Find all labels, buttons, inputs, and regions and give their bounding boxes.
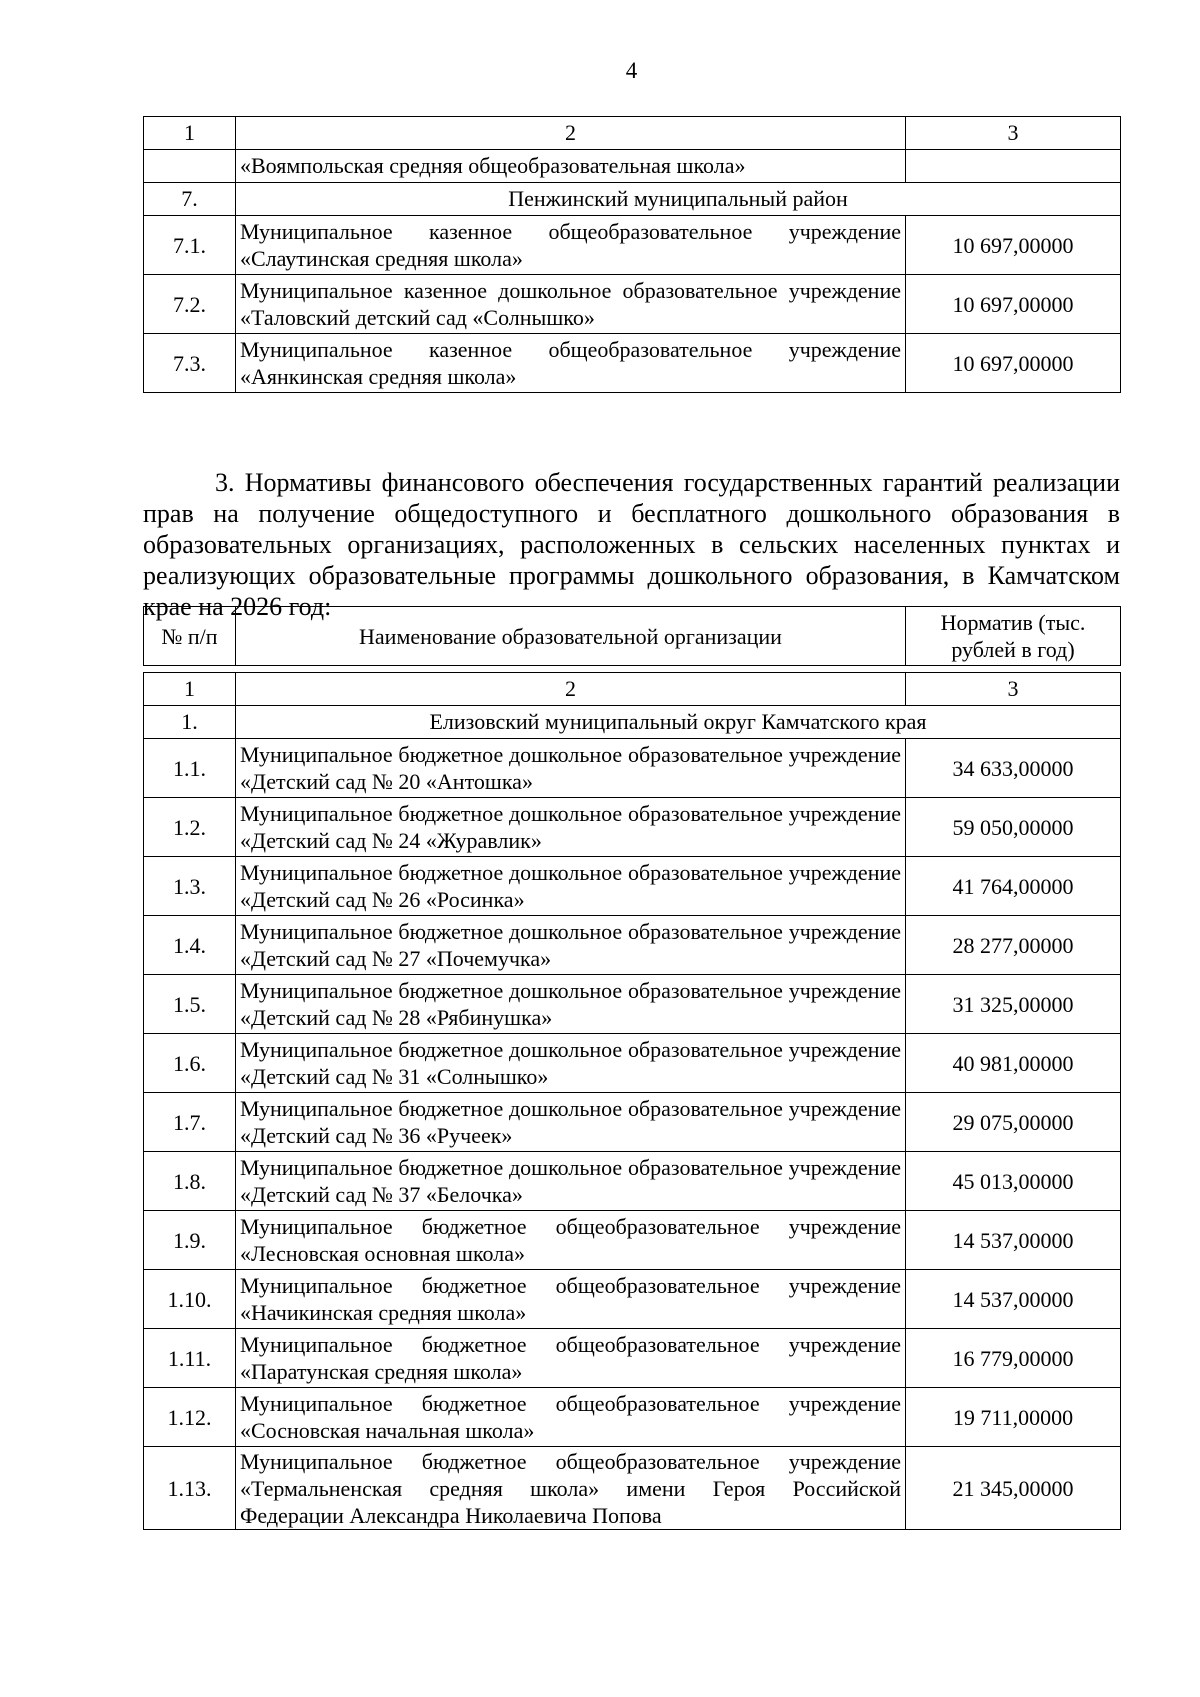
row-number: 1.4. [144, 916, 236, 975]
header-cell: 1 [144, 117, 236, 150]
row-number: 1.5. [144, 975, 236, 1034]
header-cell: 3 [906, 673, 1121, 706]
header-cell: 1 [144, 673, 236, 706]
table-row [144, 916, 1121, 975]
table-row [144, 798, 1121, 857]
row-name: Муниципальное бюджетное дошкольное образовательное учреждение «Детский сад № 28 «Рябинушка» [236, 975, 906, 1034]
row-number: 1.11. [144, 1329, 236, 1388]
table-main [143, 672, 1121, 1530]
row-name: Муниципальное бюджетное общеобразовательное учреждение «Паратунская средняя школа» [236, 1329, 906, 1388]
heading-number: № п/п [144, 607, 236, 666]
row-value: 14 537,00000 [906, 1270, 1121, 1329]
header-cell: 2 [236, 673, 906, 706]
row-name: Муниципальное бюджетное общеобразовательное учреждение «Сосновская начальная школа» [236, 1388, 906, 1447]
row-value: 14 537,00000 [906, 1211, 1121, 1270]
row-number: 7. [144, 183, 236, 216]
row-value: 29 075,00000 [906, 1093, 1121, 1152]
row-value: 16 779,00000 [906, 1329, 1121, 1388]
section-title: Пенжинский муниципальный район [236, 183, 1121, 216]
table-row [144, 1329, 1121, 1388]
row-number [144, 150, 236, 183]
row-number: 1.1. [144, 739, 236, 798]
row-name: Муниципальное бюджетное дошкольное образовательное учреждение «Детский сад № 26 «Росинка» [236, 857, 906, 916]
row-value: 31 325,00000 [906, 975, 1121, 1034]
row-value: 10 697,00000 [906, 275, 1121, 334]
row-name: «Воямпольская средняя общеобразовательная школа» [236, 150, 906, 183]
table-row [144, 1093, 1121, 1152]
table-row [144, 275, 1121, 334]
row-name: Муниципальное бюджетное дошкольное образовательное учреждение «Детский сад № 36 «Ручеек» [236, 1093, 906, 1152]
table-row [144, 1211, 1121, 1270]
table-row [144, 975, 1121, 1034]
table-row [144, 1447, 1121, 1530]
row-name: Муниципальное бюджетное общеобразовательное учреждение «Термальненская средняя школа» имени Героя Российской Федерации Александра Николаевича Попова [236, 1447, 906, 1530]
row-value: 40 981,00000 [906, 1034, 1121, 1093]
row-number: 1. [144, 706, 236, 739]
row-name: Муниципальное казенное дошкольное образовательное учреждение «Таловский детский сад «Солнышко» [236, 275, 906, 334]
row-number: 1.9. [144, 1211, 236, 1270]
row-value [906, 150, 1121, 183]
row-value: 34 633,00000 [906, 739, 1121, 798]
section-title: Елизовский муниципальный округ Камчатского края [236, 706, 1121, 739]
row-value: 59 050,00000 [906, 798, 1121, 857]
row-name: Муниципальное бюджетное дошкольное образовательное учреждение «Детский сад № 37 «Белочка» [236, 1152, 906, 1211]
row-name: Муниципальное бюджетное общеобразовательное учреждение «Начикинская средняя школа» [236, 1270, 906, 1329]
table-row [144, 739, 1121, 798]
section-row [144, 183, 1121, 216]
row-number: 7.1. [144, 216, 236, 275]
row-value: 10 697,00000 [906, 334, 1121, 393]
row-number: 1.13. [144, 1447, 236, 1530]
table-header-row [144, 117, 1121, 150]
column-headings-row [144, 607, 1121, 666]
table-row [144, 1270, 1121, 1329]
row-number: 1.10. [144, 1270, 236, 1329]
section-row [144, 706, 1121, 739]
row-number: 7.2. [144, 275, 236, 334]
row-number: 1.6. [144, 1034, 236, 1093]
row-name: Муниципальное бюджетное дошкольное образовательное учреждение «Детский сад № 24 «Журавлик» [236, 798, 906, 857]
section-paragraph: 3. Нормативы финансового обеспечения государственных гарантий реализации прав на получение общедоступного и бесплатного дошкольного образования в образовательных организациях, расположенных в сельских населенных пунктах и реализующих образовательные программы дошкольного образования, в Камчатском крае на 2026 год: [143, 468, 1120, 621]
row-value: 21 345,00000 [906, 1447, 1121, 1530]
row-value: 10 697,00000 [906, 216, 1121, 275]
row-number: 1.7. [144, 1093, 236, 1152]
row-name: Муниципальное казенное общеобразовательное учреждение «Аянкинская средняя школа» [236, 334, 906, 393]
table-row [144, 1152, 1121, 1211]
row-value: 45 013,00000 [906, 1152, 1121, 1211]
table-row [144, 334, 1121, 393]
table-row [144, 150, 1121, 183]
row-name: Муниципальное бюджетное дошкольное образовательное учреждение «Детский сад № 20 «Антошка» [236, 739, 906, 798]
page-number: 4 [625, 58, 638, 83]
row-number: 1.3. [144, 857, 236, 916]
row-name: Муниципальное бюджетное дошкольное образовательное учреждение «Детский сад № 27 «Почемучка» [236, 916, 906, 975]
row-value: 41 764,00000 [906, 857, 1121, 916]
row-number: 7.3. [144, 334, 236, 393]
table-row [144, 857, 1121, 916]
row-name: Муниципальное бюджетное дошкольное образовательное учреждение «Детский сад № 31 «Солнышко» [236, 1034, 906, 1093]
row-number: 1.8. [144, 1152, 236, 1211]
table-header-row [144, 673, 1121, 706]
header-cell: 2 [236, 117, 906, 150]
header-cell: 3 [906, 117, 1121, 150]
row-number: 1.12. [144, 1388, 236, 1447]
table-row [144, 216, 1121, 275]
heading-norm: Норматив (тыс. рублей в год) [906, 607, 1121, 666]
row-value: 19 711,00000 [906, 1388, 1121, 1447]
row-value: 28 277,00000 [906, 916, 1121, 975]
table-column-headings [143, 606, 1121, 666]
row-name: Муниципальное казенное общеобразовательное учреждение «Слаутинская средняя школа» [236, 216, 906, 275]
row-name: Муниципальное бюджетное общеобразовательное учреждение «Лесновская основная школа» [236, 1211, 906, 1270]
table-row [144, 1034, 1121, 1093]
row-number: 1.2. [144, 798, 236, 857]
heading-name: Наименование образовательной организации [236, 607, 906, 666]
table-top [143, 116, 1121, 393]
table-row [144, 1388, 1121, 1447]
